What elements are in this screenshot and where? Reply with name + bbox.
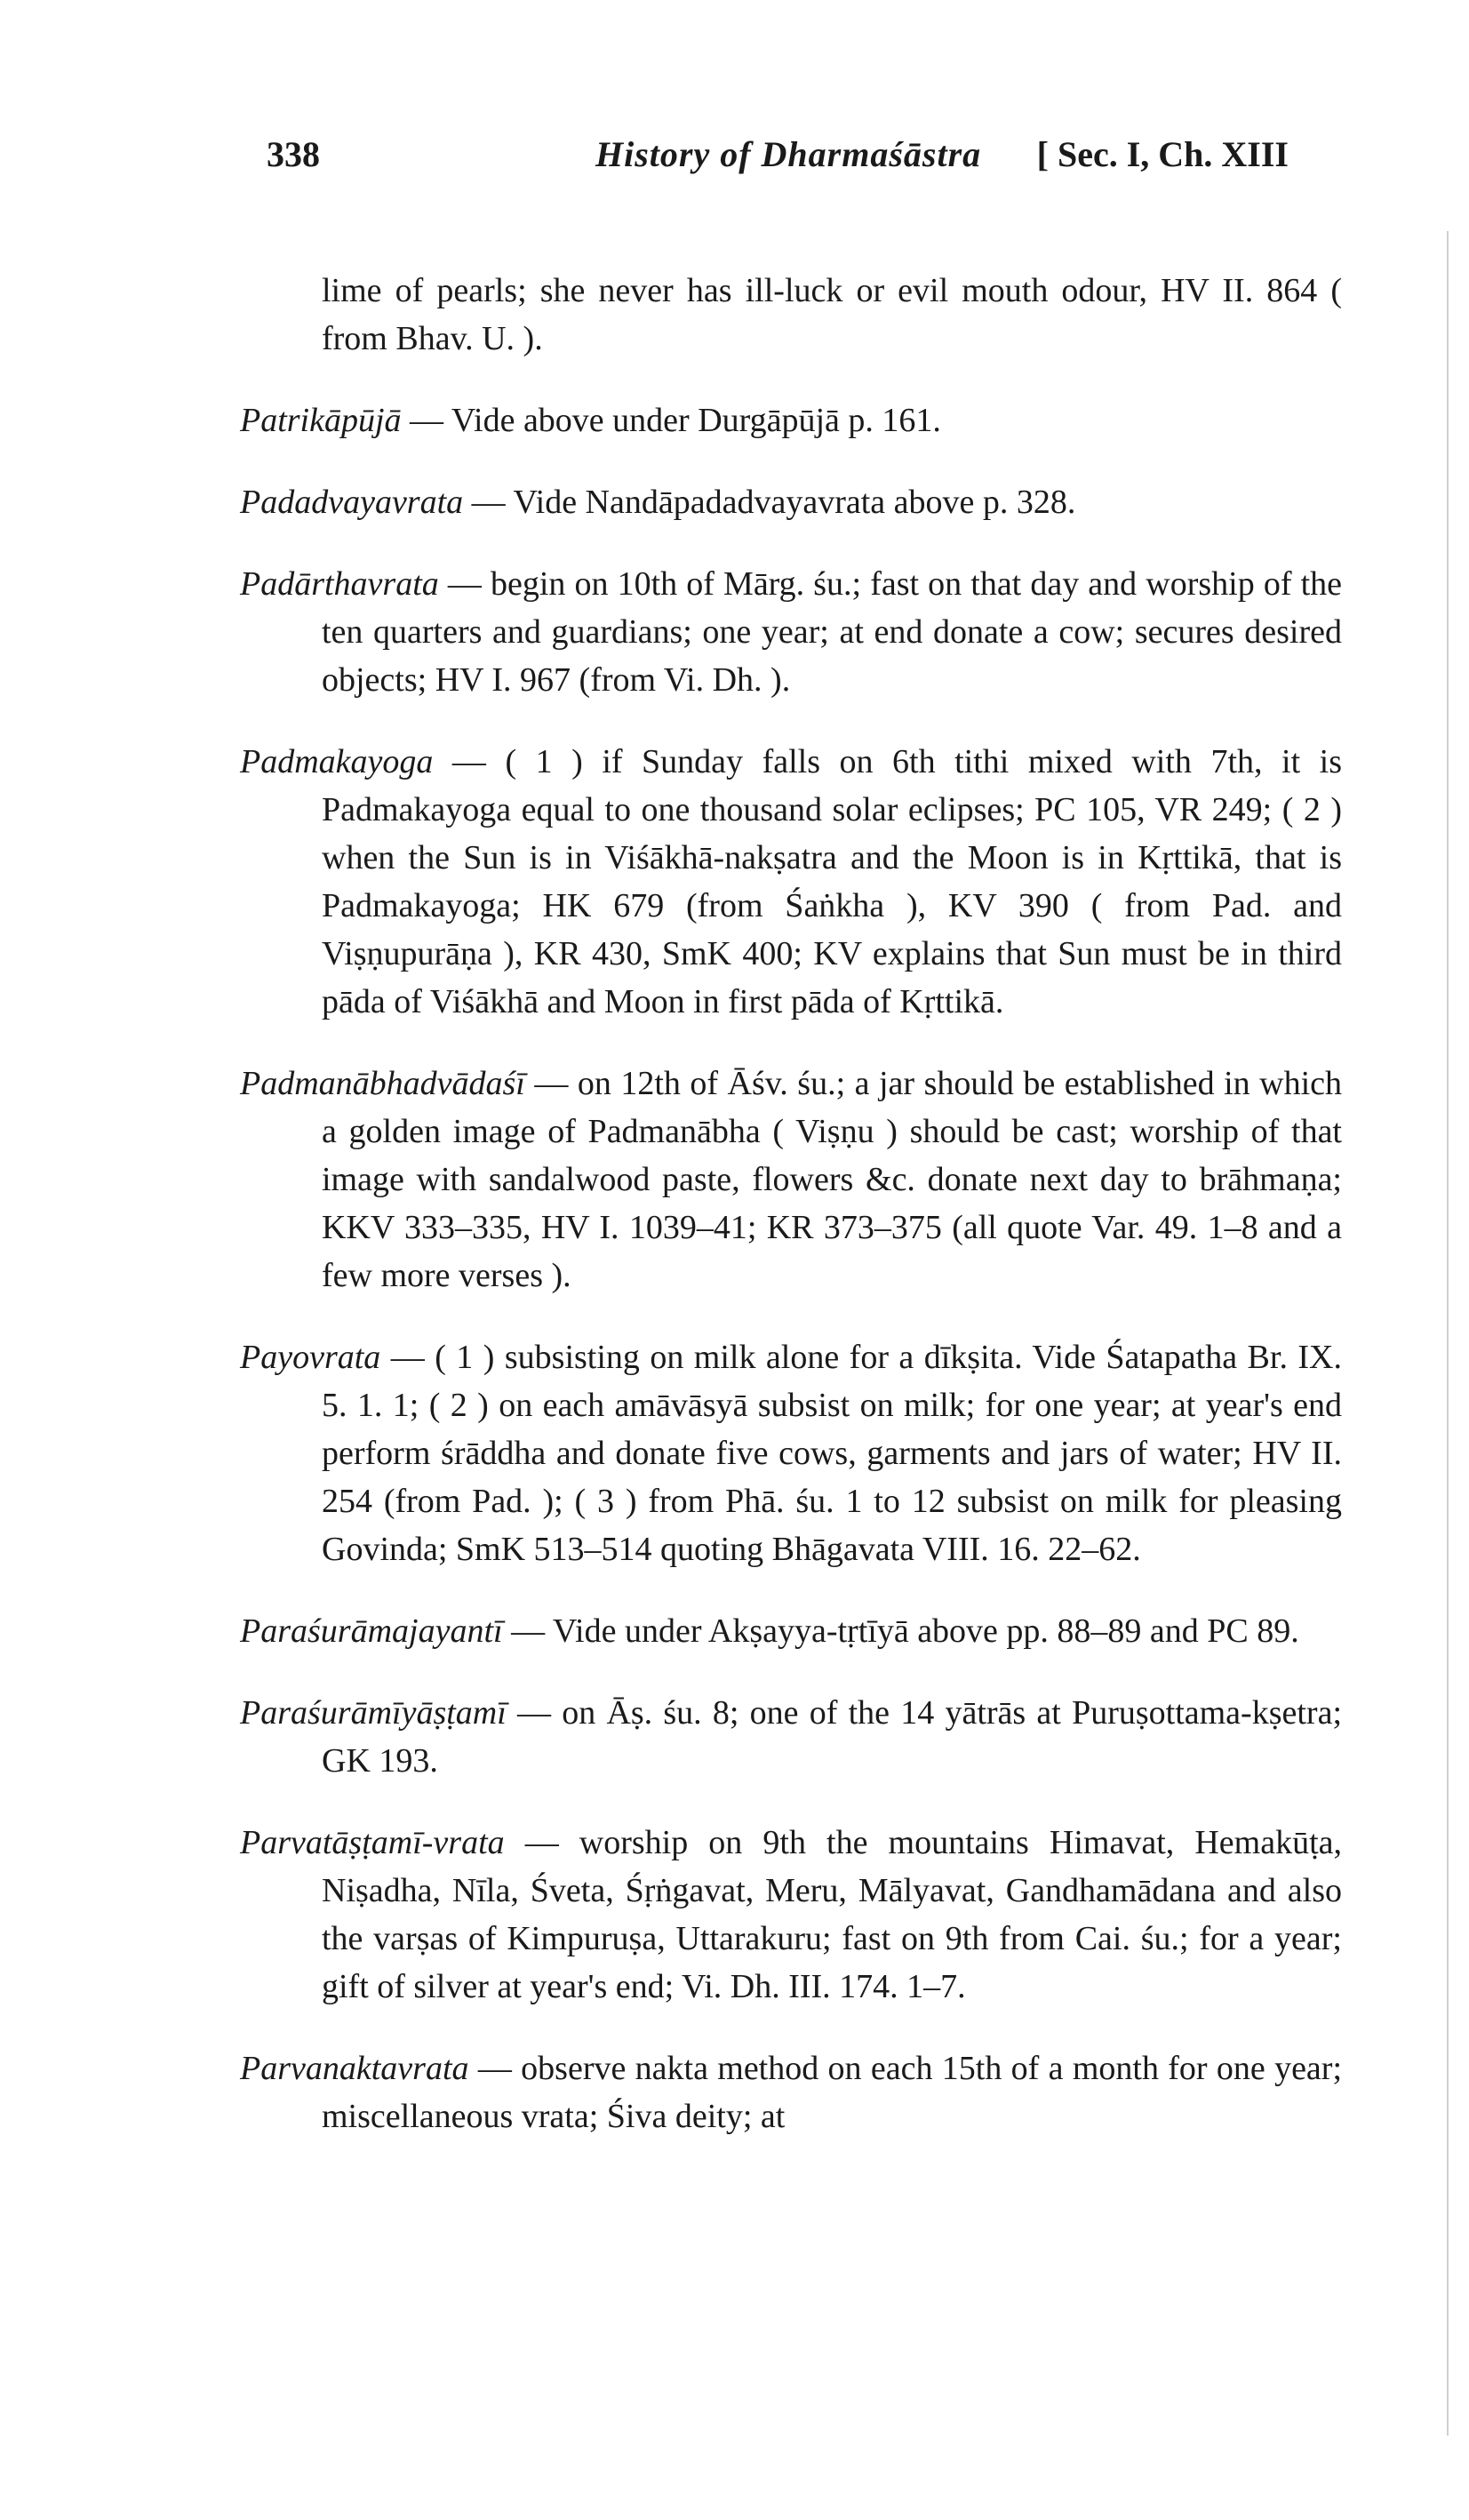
entry-text: — Vide above under Durgāpūjā p. 161. (410, 402, 941, 439)
entry-headword: Padārthavrata (240, 565, 439, 603)
entry-parvatastami-vrata (240, 1819, 1342, 2011)
entry-headword: Padmakayoga (240, 743, 434, 780)
page-body (240, 233, 1342, 2167)
entry-headword: Patrikāpūjā (240, 402, 402, 439)
entry-parasuramiyastami (240, 1689, 1342, 1785)
running-header (267, 133, 1289, 187)
entry-text: — begin on 10th of Mārg. śu.; fast on that day and worship of the ten quarters and guardians; one year; at end donate a cow; secures desired objects; HV I. 967 (from Vi. Dh. ). (322, 565, 1342, 699)
scan-edge-line (1447, 231, 1449, 2436)
entry-headword: Parvanaktavrata (240, 2050, 469, 2087)
entry-headword: Padmanābhadvādaśī (240, 1065, 525, 1102)
entry-payovrata (240, 1333, 1342, 1573)
entry-headword: Parvatāṣṭamī-vrata (240, 1824, 505, 1861)
entry-continuation (240, 267, 1342, 363)
entry-text: — ( 1 ) subsisting on milk alone for a dīkṣita. Vide Śatapatha Br. IX. 5. 1. 1; ( 2 ) on each amāvāsyā subsist on milk; for one year; at year's end perform śrāddha and donate five cows, garments and jars of water; HV II. 254 (from Pad. ); ( 3 ) from Phā. śu. 1 to 12 subsist on milk for pleasing Govinda; SmK 513–514 quoting Bhāgavata VIII. 16. 22–62. (322, 1339, 1343, 1568)
entry-padmanabhadvadasi (240, 1060, 1342, 1300)
entry-text: — worship on 9th the mountains Himavat, Hemakūṭa, Niṣadha, Nīla, Śveta, Śṛṅgavat, Meru, Mālyavat, Gandhamādana and also the varṣas of Kimpuruṣa, Uttarakuru; fast on 9th from Cai. śu.; for a year; gift of silver at year's end; Vi. Dh. III. 174. 1–7. (322, 1824, 1342, 2005)
entry-parvanaktavrata (240, 2044, 1342, 2140)
entry-text: — ( 1 ) if Sunday falls on 6th tithi mixed with 7th, it is Padmakayoga equal to one thousand solar eclipses; PC 105, VR 249; ( 2 ) when the Sun is in Viśākhā-nakṣatra and the Moon is in Kṛttikā, that is Padmakayoga; HK 679 (from Śaṅkha ), KV 390 ( from Pad. and Viṣṇupurāṇa ), KR 430, SmK 400; KV explains that Sun must be in third pāda of Viśākhā and Moon in first pāda of Kṛttikā. (322, 743, 1343, 1020)
entry-text: — on 12th of Āśv. śu.; a jar should be established in which a golden image of Padmanābha ( Viṣṇu ) should be cast; worship of that image with sandalwood paste, flowers &c. donate next day to brāhmaṇa; KKV 333–335, HV I. 1039–41; KR 373–375 (all quote Var. 49. 1–8 and a few more verses ). (322, 1065, 1343, 1294)
entry-text: — Vide Nandāpadadvayavrata above p. 328. (471, 484, 1076, 521)
entry-text: — on Āṣ. śu. 8; one of the 14 yātrās at Puruṣottama-kṣetra; GK 193. (322, 1694, 1342, 1780)
entry-patrikapuja (240, 396, 1342, 444)
entry-parasuramajayanti (240, 1607, 1342, 1655)
section-label: [ Sec. I, Ch. XIII (1036, 134, 1289, 174)
entry-padarthavrata (240, 560, 1342, 704)
entry-headword: Payovrata (240, 1339, 381, 1376)
entry-headword: Paraśurāmīyāṣṭamī (240, 1694, 507, 1732)
running-title: History of Dharmaśāstra (595, 134, 982, 174)
entry-text: — observe nakta method on each 15th of a month for one year; miscellaneous vrata; Śiva deity; at (322, 2050, 1343, 2135)
entry-text: lime of pearls; she never has ill-luck or evil mouth odour, HV II. 864 ( from Bhav. U. ). (322, 272, 1342, 357)
entry-headword: Paraśurāmajayantī (240, 1612, 503, 1650)
entry-padadvayavrata (240, 478, 1342, 526)
entry-text: — Vide under Akṣayya-tṛtīyā above pp. 88–89 and PC 89. (511, 1612, 1299, 1650)
entry-padmakayoga (240, 738, 1342, 1026)
page-number: 338 (267, 134, 320, 174)
entry-headword: Padadvayavrata (240, 484, 464, 521)
